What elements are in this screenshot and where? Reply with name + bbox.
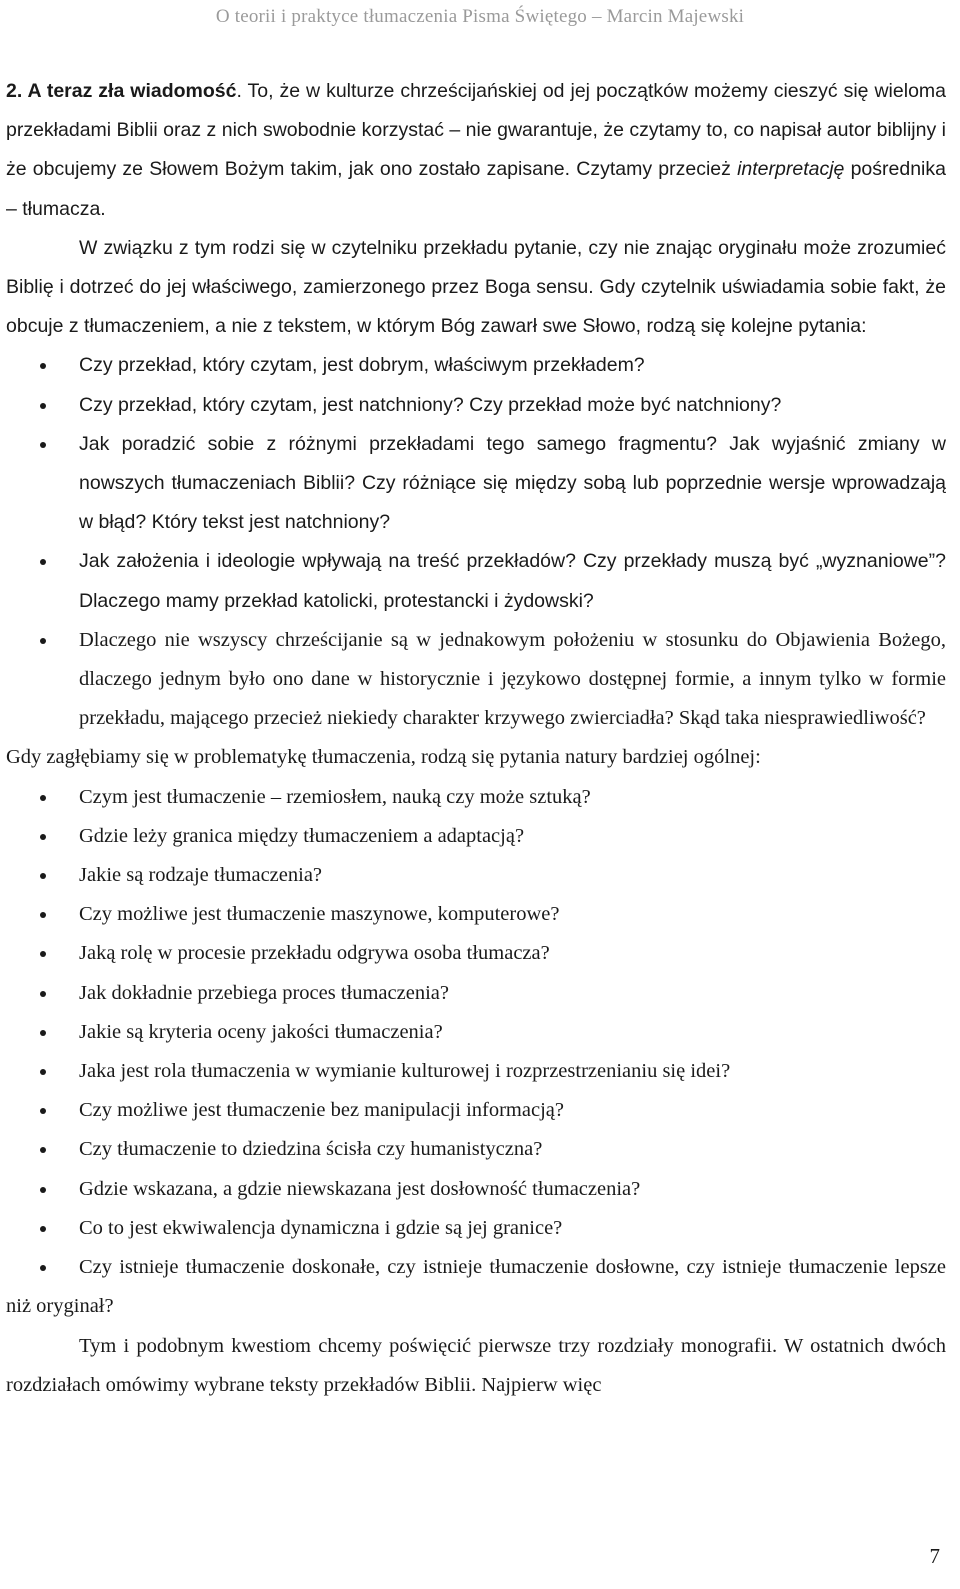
list-item: Czym jest tłumaczenie – rzemiosłem, nauką czy może sztuką? bbox=[6, 778, 946, 817]
bullet-icon bbox=[40, 1147, 46, 1153]
specific-questions-list bbox=[6, 346, 946, 738]
list-item: Jak założenia i ideologie wpływają na treść przekładów? Czy przekłady muszą być „wyznaniowe”? Dlaczego mamy przekład katolicki, protestancki i żydowski? bbox=[6, 542, 946, 620]
bullet-icon bbox=[40, 1187, 46, 1193]
list-item: Czy przekład, który czytam, jest dobrym, właściwym przekładem? bbox=[6, 346, 946, 385]
list-item: Jakie są kryteria oceny jakości tłumaczenia? bbox=[6, 1013, 946, 1052]
bullet-icon bbox=[40, 1265, 46, 1271]
bullet-icon bbox=[40, 442, 46, 448]
bullet-icon bbox=[40, 403, 46, 409]
bullet-icon bbox=[40, 795, 46, 801]
list-item: Czy tłumaczenie to dziedzina ścisła czy humanistyczna? bbox=[6, 1130, 946, 1169]
general-questions-lead: Gdy zagłębiamy się w problematykę tłumaczenia, rodzą się pytania natury bardziej ogólnej: bbox=[6, 746, 761, 769]
general-questions-list bbox=[6, 778, 946, 1327]
bullet-icon bbox=[40, 912, 46, 918]
list-item: Jaką rolę w procesie przekładu odgrywa osoba tłumacza? bbox=[6, 934, 946, 973]
bullet-icon bbox=[40, 991, 46, 997]
section-intro-paragraph bbox=[6, 72, 946, 229]
bullet-icon bbox=[40, 834, 46, 840]
intro-text: . To, że w kulturze chrześcijańskiej od jej początków możemy cieszyć się wieloma przekładami Biblii oraz z nich swobodnie korzystać – nie gwarantuje, że czytamy to, co napisał autor biblijny i że obcujemy ze Słowem Bożym takim, jak ono zostało zapisane. Czytamy przecież bbox=[6, 80, 947, 181]
list-item: Co to jest ekwiwalencja dynamiczna i gdzie są jej granice? bbox=[6, 1209, 946, 1248]
bullet-icon bbox=[40, 873, 46, 879]
list-item: Dlaczego nie wszyscy chrześcijanie są w jednakowym położeniu w stosunku do Objawienia Bożego, dlaczego jednym było ono dane w historycznie i językowo dostępnej formie, a innym tylko w formie przekładu, mającego przecież niekiedy charakter krzywego zwierciadła? Skąd taka niesprawiedliwość? bbox=[6, 621, 946, 739]
bullet-icon bbox=[40, 1030, 46, 1036]
bullet-icon bbox=[40, 1226, 46, 1232]
bullet-icon bbox=[40, 363, 46, 369]
list-item: Czy przekład, który czytam, jest natchniony? Czy przekład może być natchniony? bbox=[6, 386, 946, 425]
list-item: Gdzie wskazana, a gdzie niewskazana jest dosłowność tłumaczenia? bbox=[6, 1170, 946, 1209]
section-heading: 2. A teraz zła wiadomość bbox=[6, 80, 237, 102]
list-item: Czy możliwe jest tłumaczenie bez manipulacji informacją? bbox=[6, 1091, 946, 1130]
intro-end: pośrednika – tłumacza. bbox=[6, 158, 946, 220]
page-body bbox=[6, 72, 946, 1405]
bullet-icon bbox=[40, 1069, 46, 1075]
bullet-icon bbox=[40, 951, 46, 957]
bullet-icon bbox=[40, 1108, 46, 1114]
closing-paragraph: Tym i podobnym kwestiom chcemy poświęcić pierwsze trzy rozdziały monografii. W ostatnich dwóch rozdziałach omówimy wybrane teksty przekładów Biblii. Najpierw więc bbox=[6, 1334, 946, 1396]
bullet-icon bbox=[40, 638, 46, 644]
list-item: Jaka jest rola tłumaczenia w wymianie kulturowej i rozprzestrzenianiu się idei? bbox=[6, 1052, 946, 1091]
intro-italic-term: interpretację bbox=[737, 158, 845, 181]
list-item: Czy istnieje tłumaczenie doskonałe, czy istnieje tłumaczenie dosłowne, czy istnieje tłumaczenie lepsze niż oryginał? bbox=[6, 1256, 946, 1318]
list-item: Gdzie leży granica między tłumaczeniem a adaptacją? bbox=[6, 817, 946, 856]
list-item: Jak dokładnie przebiega proces tłumaczenia? bbox=[6, 974, 946, 1013]
page-number: 7 bbox=[929, 1544, 940, 1568]
list-item: Czy możliwe jest tłumaczenie maszynowe, komputerowe? bbox=[6, 895, 946, 934]
list-item: Jak poradzić sobie z różnymi przekładami tego samego fragmentu? Jak wyjaśnić zmiany w nowszych tłumaczeniach Biblii? Czy różniące się między sobą lub poprzednie wersje wprowadzają w błąd? Który tekst jest natchniony? bbox=[6, 425, 946, 543]
list-item: Jakie są rodzaje tłumaczenia? bbox=[6, 856, 946, 895]
questions-lead-paragraph: W związku z tym rodzi się w czytelniku przekładu pytanie, czy nie znając oryginału może zrozumieć Biblię i dotrzeć do jej właściwego, zamierzonego przez Boga sensu. Gdy czytelnik uświadamia sobie fakt, że obcuje z tłumaczeniem, a nie z tekstem, w którym Bóg zawarł swe Słowo, rodzą się kolejne pytania: bbox=[6, 236, 946, 338]
running-header: O teorii i praktyce tłumaczenia Pisma Świętego – Marcin Majewski bbox=[215, 6, 745, 27]
bullet-icon bbox=[40, 559, 46, 565]
